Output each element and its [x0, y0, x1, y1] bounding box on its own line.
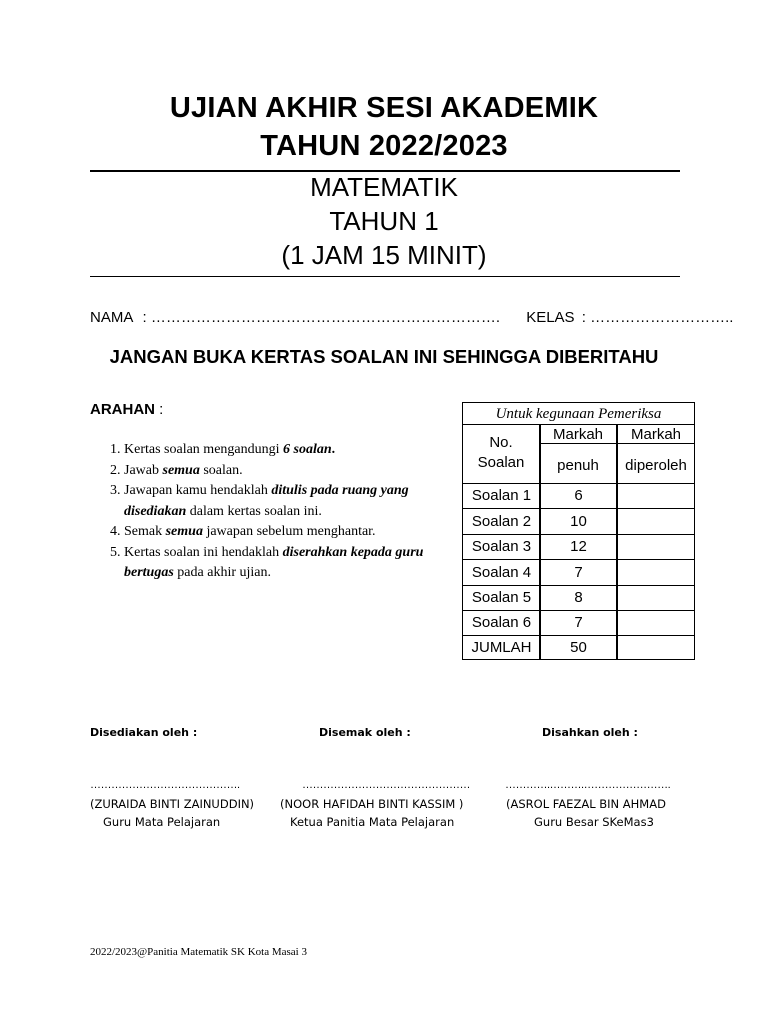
duration-title: (1 JAM 15 MINIT) [281, 240, 487, 270]
table-total-label: JUMLAH [471, 639, 532, 656]
table-row-label: Soalan 1 [471, 487, 532, 504]
table-row-label: Soalan 5 [471, 589, 532, 606]
instructions-heading-label: ARAHAN [90, 401, 155, 418]
instruction-item: 5. Kertas soalan ini hendaklah diserahkan kepada guru bertugas pada akhir ujian. [124, 543, 474, 584]
instructions-heading-colon: : [155, 401, 164, 418]
table-row-label: Soalan 6 [471, 614, 532, 631]
approved-by-label: Disahkan oleh : [542, 726, 638, 739]
approved-by-signature-line: ………….……….……………………. [505, 779, 671, 791]
approved-by-title: Guru Besar SKeMas3 [534, 815, 654, 829]
table-row-label: Soalan 4 [471, 564, 532, 581]
col-header-full: Markah penuh [552, 426, 604, 474]
examiner-table-caption: Untuk kegunaan Pemeriksa [463, 403, 694, 425]
subject-title: MATEMATIK [310, 172, 458, 202]
instruction-item: 2. Jawab semua soalan. [124, 461, 474, 482]
checked-by-label: Disemak oleh : [319, 726, 411, 739]
col-header-got: Markah diperoleh [625, 426, 687, 474]
prepared-by-name: (ZURAIDA BINTI ZAINUDDIN) [90, 797, 255, 811]
table-row-label: Soalan 3 [471, 538, 532, 555]
instructions-list [96, 440, 474, 584]
exam-title: UJIAN AKHIR SESI AKADEMIK [169, 92, 599, 124]
table-row-line [540, 443, 695, 444]
table-row-full: 6 [574, 487, 583, 504]
prepared-by-title: Guru Mata Pelajaran [103, 815, 221, 829]
instruction-item: 1. Kertas soalan mengandungi 6 soalan. [124, 440, 474, 461]
class-label: KELAS [526, 309, 575, 326]
page-footer: 2022/2023@Panitia Matematik SK Kota Masai 3 [90, 946, 307, 958]
instruction-item: 3. Jawapan kamu hendaklah ditulis pada ruang yang disediakan dalam kertas soalan ini. [124, 481, 474, 522]
prepared-by-label: Disediakan oleh : [90, 726, 198, 739]
table-row-full: 10 [570, 513, 587, 530]
name-label: NAMA [90, 309, 134, 326]
table-row-full: 8 [574, 589, 583, 606]
table-total-full: 50 [570, 639, 587, 656]
approved-by-name: (ASROL FAEZAL BIN AHMAD [506, 797, 666, 811]
prepared-by-signature-line: ……………………………………. [90, 779, 240, 791]
table-row-full: 7 [574, 564, 583, 581]
header-rule-bottom [90, 276, 680, 277]
level-title: TAHUN 1 [329, 206, 439, 236]
table-row-label: Soalan 2 [471, 513, 532, 530]
do-not-open-warning: JANGAN BUKA KERTAS SOALAN INI SEHINGGA DIBERITAHU [109, 346, 659, 367]
class-field[interactable]: : ……………………….. [581, 309, 734, 326]
col-header-no: No. Soalan [477, 434, 525, 471]
checked-by-name: (NOOR HAFIDAH BINTI KASSIM ) [280, 797, 464, 811]
examiner-table [462, 402, 695, 660]
instruction-item: 4. Semak semua jawapan sebelum menghantar. [124, 522, 474, 543]
table-row-full: 7 [574, 614, 583, 631]
exam-year: TAHUN 2022/2023 [260, 130, 508, 162]
name-field[interactable]: : ……………………………………………………………. [142, 309, 501, 326]
instructions-heading [90, 401, 163, 418]
checked-by-title: Ketua Panitia Mata Pelajaran [290, 815, 455, 829]
name-class-row [90, 309, 734, 326]
table-row-full: 12 [570, 538, 587, 555]
checked-by-signature-line: ………………………………………… [302, 779, 470, 791]
